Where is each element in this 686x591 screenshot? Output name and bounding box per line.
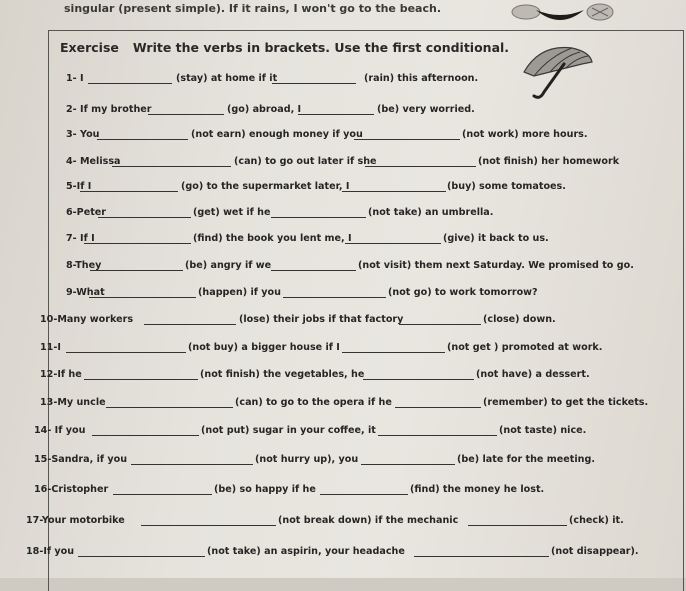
answer-blank-1[interactable]	[112, 166, 231, 167]
answer-blank-1[interactable]	[131, 464, 253, 465]
item-lead: 8-They	[66, 260, 102, 271]
answer-blank-2[interactable]	[272, 83, 356, 84]
answer-blank-2[interactable]	[414, 556, 549, 557]
item-lead: 12-If he	[40, 369, 82, 380]
item-verb-clause-2: (find) the money he lost.	[410, 484, 545, 495]
answer-blank-1[interactable]	[80, 191, 178, 192]
exercise-item	[0, 397, 686, 411]
item-verb-clause-1: (go) abroad, I	[227, 104, 302, 115]
answer-blank-2[interactable]	[271, 217, 366, 218]
answer-blank-1[interactable]	[106, 407, 233, 408]
answer-blank-1[interactable]	[92, 435, 199, 436]
item-lead: 2- If my brother	[66, 104, 152, 115]
exercise-item	[0, 181, 686, 195]
item-lead: 18-If you	[26, 546, 75, 557]
exercise-item	[0, 104, 686, 118]
answer-blank-2[interactable]	[365, 166, 476, 167]
cartoon-decoration-icon	[500, 0, 620, 26]
answer-blank-2[interactable]	[320, 494, 408, 495]
item-verb-clause-2: (not visit) them next Saturday. We promised to go.	[358, 260, 634, 271]
answer-blank-2[interactable]	[378, 435, 497, 436]
item-verb-clause-1: (can) to go out later if she	[234, 156, 377, 167]
item-verb-clause-1: (not put) sugar in your coffee, it	[201, 425, 376, 436]
item-lead: 1- I	[66, 73, 84, 84]
answer-blank-2[interactable]	[298, 114, 374, 115]
answer-blank-1[interactable]	[98, 217, 191, 218]
item-verb-clause-1: (not finish) the vegetables, he	[200, 369, 365, 380]
exercise-instruction: Write the verbs in brackets. Use the first conditional.	[132, 40, 510, 55]
item-verb-clause-2: (not finish) her homework	[478, 156, 620, 167]
answer-blank-1[interactable]	[66, 352, 186, 353]
answer-blank-2[interactable]	[468, 525, 567, 526]
item-verb-clause-1: (go) to the supermarket later, I	[181, 181, 350, 192]
item-lead: 14- If you	[34, 425, 86, 436]
item-lead: 10-Many workers	[40, 314, 134, 325]
answer-blank-2[interactable]	[271, 270, 356, 271]
item-lead: 16-Cristopher	[34, 484, 109, 495]
answer-blank-2[interactable]	[345, 243, 441, 244]
answer-blank-2[interactable]	[283, 297, 386, 298]
answer-blank-2[interactable]	[354, 139, 460, 140]
exercise-item	[0, 207, 686, 221]
item-lead: 13-My uncle	[40, 397, 106, 408]
item-lead: 17-Your motorbike	[26, 515, 125, 526]
item-verb-clause-2: (rain) this afternoon.	[364, 73, 479, 84]
exercise-item	[0, 233, 686, 247]
item-verb-clause-2: (check) it.	[569, 515, 624, 526]
item-verb-clause-2: (not taste) nice.	[499, 425, 587, 436]
exercise-item	[0, 129, 686, 143]
answer-blank-1[interactable]	[97, 139, 188, 140]
item-verb-clause-1: (lose) their jobs if that factory	[239, 314, 404, 325]
item-verb-clause-1: (happen) if you	[198, 287, 281, 298]
item-verb-clause-2: (not have) a dessert.	[476, 369, 590, 380]
item-verb-clause-2: (not disappear).	[551, 546, 639, 557]
exercise-item	[0, 425, 686, 439]
answer-blank-1[interactable]	[84, 243, 191, 244]
item-lead: 6-Peter	[66, 207, 107, 218]
exercise-title	[60, 40, 509, 55]
item-lead: 3- You	[66, 129, 100, 140]
exercise-item	[0, 287, 686, 301]
item-lead: 11-I	[40, 342, 61, 353]
item-verb-clause-2: (close) down.	[483, 314, 556, 325]
answer-blank-1[interactable]	[78, 556, 205, 557]
answer-blank-1[interactable]	[144, 324, 236, 325]
item-verb-clause-1: (not buy) a bigger house if I	[188, 342, 340, 353]
item-verb-clause-1: (not hurry up), you	[255, 454, 359, 465]
answer-blank-2[interactable]	[363, 379, 474, 380]
exercise-item	[0, 546, 686, 560]
intro-text: singular (present simple). If it rains, I won't go to the beach.	[64, 2, 442, 15]
item-lead: 7- If I	[66, 233, 95, 244]
exercise-item	[0, 515, 686, 529]
exercise-item	[0, 314, 686, 328]
item-verb-clause-2: (not get ) promoted at work.	[447, 342, 603, 353]
item-verb-clause-1: (get) wet if he	[193, 207, 271, 218]
item-verb-clause-1: (be) angry if we	[185, 260, 272, 271]
answer-blank-1[interactable]	[148, 114, 224, 115]
exercise-item	[0, 156, 686, 170]
item-verb-clause-2: (not go) to work tomorrow?	[388, 287, 538, 298]
item-verb-clause-2: (not take) an umbrella.	[368, 207, 494, 218]
item-verb-clause-2: (remember) to get the tickets.	[483, 397, 649, 408]
answer-blank-1[interactable]	[141, 525, 276, 526]
item-verb-clause-2: (give) it back to us.	[443, 233, 549, 244]
item-verb-clause-2: (be) very worried.	[377, 104, 475, 115]
item-verb-clause-1: (not take) an aspirin, your headache	[207, 546, 405, 557]
item-verb-clause-2: (buy) some tomatoes.	[447, 181, 566, 192]
item-verb-clause-1: (be) so happy if he	[214, 484, 316, 495]
answer-blank-2[interactable]	[399, 324, 481, 325]
item-lead: 5-If I	[66, 181, 92, 192]
exercise-item	[0, 73, 686, 87]
item-lead: 15-Sandra, if you	[34, 454, 128, 465]
answer-blank-1[interactable]	[89, 297, 196, 298]
exercise-item	[0, 484, 686, 498]
answer-blank-2[interactable]	[342, 352, 445, 353]
exercise-item	[0, 454, 686, 468]
answer-blank-2[interactable]	[361, 464, 455, 465]
answer-blank-1[interactable]	[90, 270, 183, 271]
item-verb-clause-2: (be) late for the meeting.	[457, 454, 596, 465]
exercise-label: Exercise	[60, 40, 119, 55]
exercise-item	[0, 260, 686, 274]
answer-blank-2[interactable]	[395, 407, 481, 408]
item-lead: 4- Melissa	[66, 156, 121, 167]
item-verb-clause-1: (find) the book you lent me, I	[193, 233, 352, 244]
item-verb-clause-1: (stay) at home if it	[176, 73, 278, 84]
item-verb-clause-1: (not break down) if the mechanic	[278, 515, 459, 526]
answer-blank-1[interactable]	[88, 83, 172, 84]
item-verb-clause-1: (can) to go to the opera if he	[235, 397, 392, 408]
item-verb-clause-2: (not work) more hours.	[462, 129, 588, 140]
item-lead: 9-What	[66, 287, 105, 298]
answer-blank-2[interactable]	[342, 191, 446, 192]
exercise-item	[0, 369, 686, 383]
answer-blank-1[interactable]	[113, 494, 212, 495]
exercise-item	[0, 342, 686, 356]
answer-blank-1[interactable]	[84, 379, 198, 380]
item-verb-clause-1: (not earn) enough money if you	[191, 129, 363, 140]
